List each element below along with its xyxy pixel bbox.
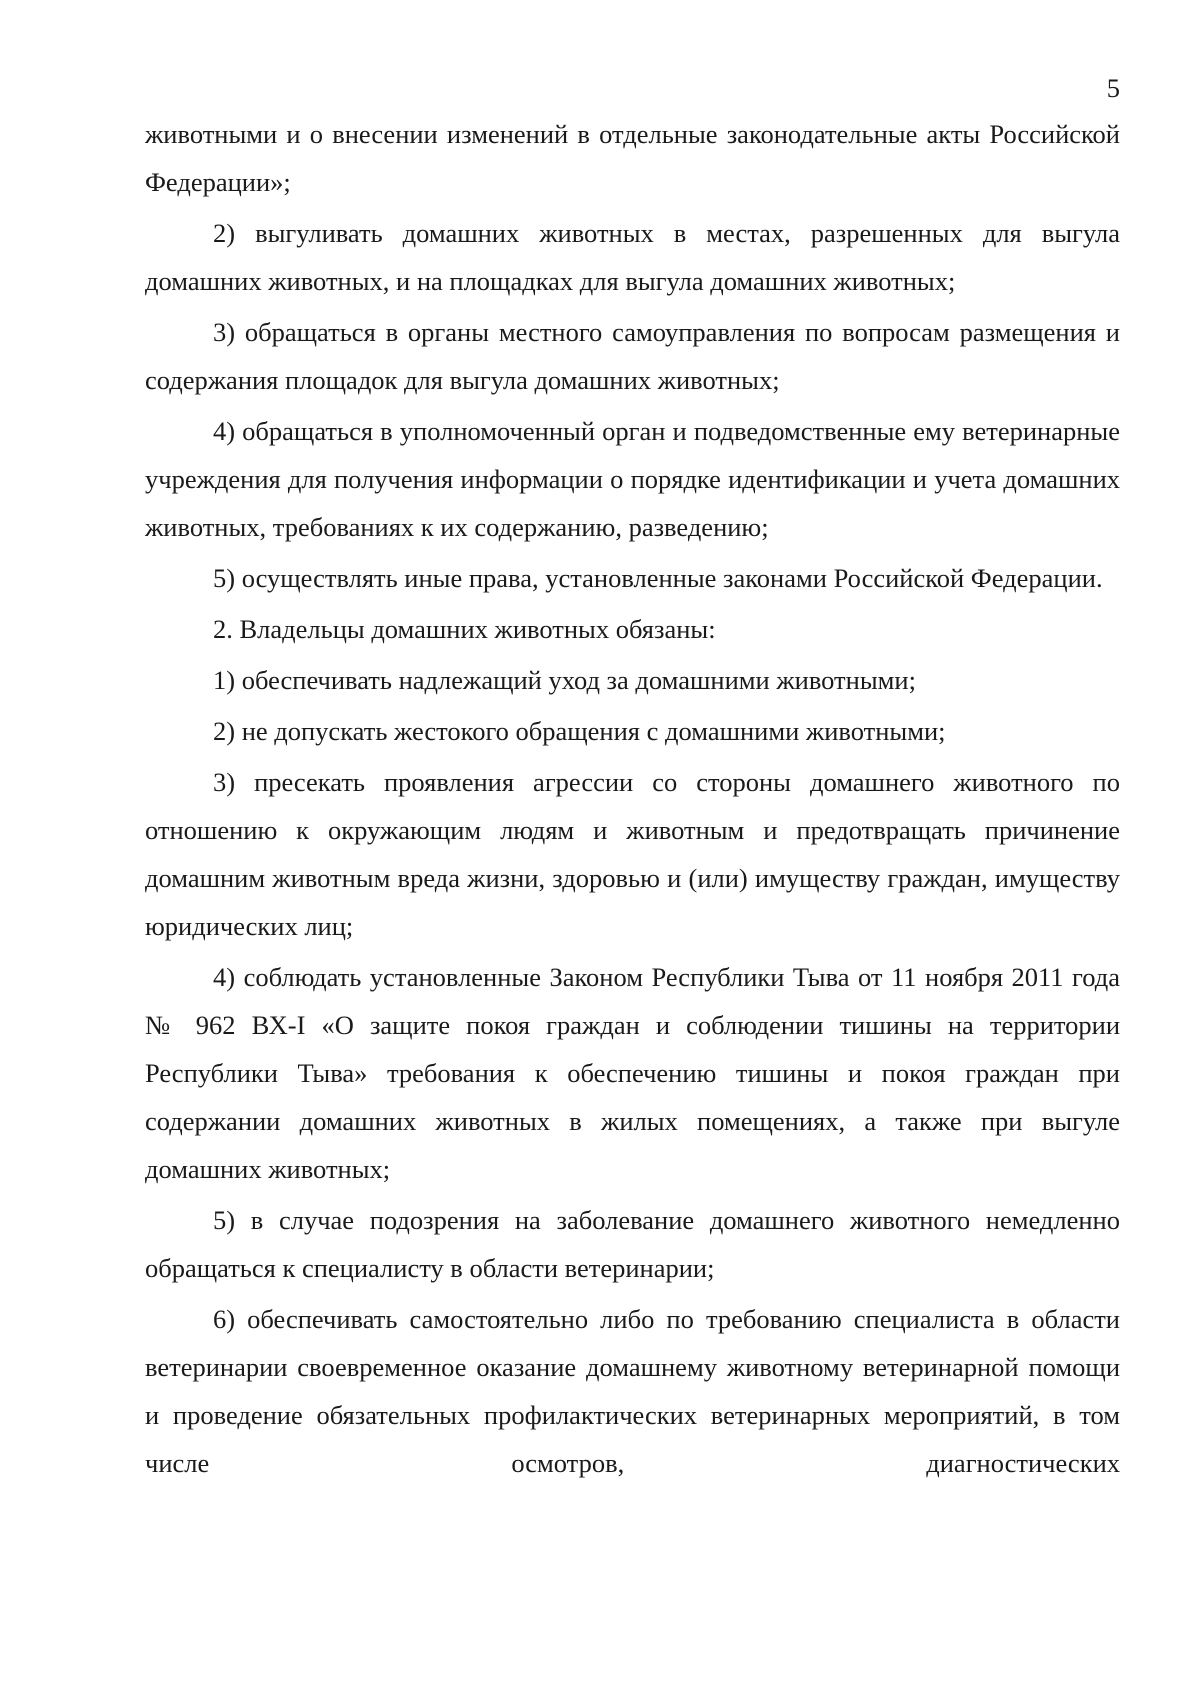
- paragraph-continuation: животными и о внесении изменений в отдельные законодательные акты Российской Федерации»;: [145, 119, 1120, 197]
- paragraph-obligation-4: 4) соблюдать установленные Законом Республики Тыва от 11 ноября 2011 года № 962 ВХ-I «О защите покоя граждан и соблюдении тишины на территории Республики Тыва» требования к обеспечению тишины и покоя граждан при содержании домашних животных в жилых помещениях, а также при выгуле домашних животных;: [145, 962, 1120, 1184]
- paragraph-obligation-5: 5) в случае подозрения на заболевание домашнего животного немедленно обращаться к специалисту в области ветеринарии;: [145, 1205, 1120, 1283]
- paragraph-right-5: 5) осуществлять иные права, установленные законами Российской Федерации.: [213, 563, 1103, 593]
- paragraph-obligations-heading: 2. Владельцы домашних животных обязаны:: [213, 614, 716, 644]
- paragraph-right-4: 4) обращаться в уполномоченный орган и подведомственные ему ветеринарные учреждения для получения информации о порядке идентификации и учета домашних животных, требованиях к их содержанию, разведению;: [145, 416, 1120, 542]
- page-number: 5: [1106, 73, 1120, 103]
- paragraph-obligation-2: 2) не допускать жестокого обращения с домашними животными;: [213, 716, 946, 746]
- paragraph-obligation-3: 3) пресекать проявления агрессии со стороны домашнего животного по отношению к окружающим людям и животным и предотвращать причинение домашним животным вреда жизни, здоровью и (или) имуществу граждан, имуществу юридических лиц;: [145, 767, 1120, 941]
- paragraph-obligation-1: 1) обеспечивать надлежащий уход за домашними животными;: [213, 665, 916, 695]
- document-body: [145, 110, 1120, 1490]
- paragraph-right-3: 3) обращаться в органы местного самоуправления по вопросам размещения и содержания площадок для выгула домашних животных;: [145, 317, 1120, 395]
- paragraph-obligation-6: 6) обеспечивать самостоятельно либо по требованию специалиста в области ветеринарии своевременное оказание домашнему животному ветеринарной помощи и проведение обязательных профилактических ветеринарных мероприятий, в том числе осмотров, диагностических: [145, 1304, 1120, 1478]
- paragraph-right-2: 2) выгуливать домашних животных в местах, разрешенных для выгула домашних животных, и на площадках для выгула домашних животных;: [145, 218, 1120, 296]
